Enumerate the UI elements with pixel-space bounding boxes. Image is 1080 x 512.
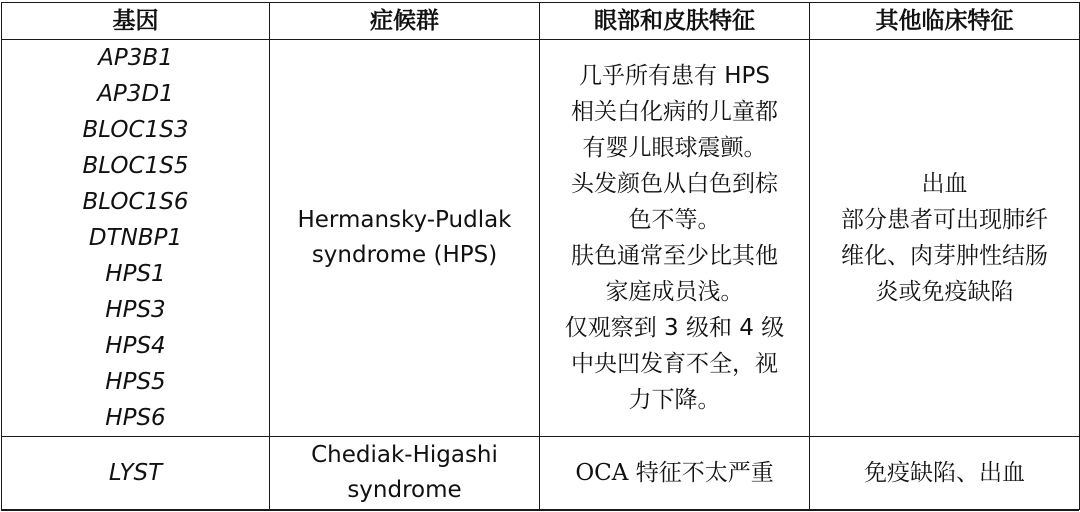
eye-skin-cell	[540, 40, 810, 437]
eye-skin-line: 几乎所有患有 HPS	[578, 63, 771, 89]
other-feature-line: 部分患者可出现肺纤	[841, 207, 1048, 233]
eye-skin-line: 头发颜色从白色到棕	[571, 171, 778, 197]
gene-name: BLOC1S5	[82, 153, 189, 179]
gene-name: HPS6	[105, 405, 166, 431]
gene-name: BLOC1S3	[82, 117, 189, 143]
gene-name: HPS5	[105, 369, 166, 395]
eye-skin-cell	[540, 437, 810, 510]
syndrome-line: syndrome	[347, 477, 462, 503]
other-feature-line: 免疫缺陷、出血	[864, 460, 1025, 486]
gene-cell	[2, 40, 270, 437]
eye-skin-line: 力下降。	[628, 387, 721, 413]
gene-name: BLOC1S6	[82, 189, 189, 215]
syndrome-line: Hermansky-Pudlak	[297, 207, 512, 233]
gene-name: AP3D1	[97, 81, 174, 107]
other-feature-line: 出血	[921, 171, 968, 197]
other-features-cell	[810, 437, 1080, 510]
gene-name: HPS1	[105, 261, 166, 287]
eye-skin-line: 中央凹发育不全，视	[571, 351, 778, 377]
gene-syndrome-table	[1, 2, 1080, 510]
eye-skin-line: 仅观察到 3 级和 4 级	[564, 315, 785, 341]
gene-cell	[2, 437, 270, 510]
header-eye-skin: 眼部和皮肤特征	[540, 3, 810, 40]
table-row	[2, 40, 1080, 437]
gene-name: DTNBP1	[88, 225, 183, 251]
header-syndrome: 症候群	[270, 3, 540, 40]
other-feature-line: 维化、肉芽肿性结肠	[841, 243, 1048, 269]
eye-skin-line: OCA 特征不太严重	[575, 460, 774, 486]
header-gene: 基因	[2, 3, 270, 40]
header-row	[2, 3, 1080, 40]
gene-name: HPS3	[105, 297, 166, 323]
eye-skin-line: 色不等。	[628, 207, 721, 233]
table-row	[2, 437, 1080, 510]
syndrome-line: Chediak-Higashi	[311, 442, 498, 468]
gene-name: HPS4	[105, 333, 166, 359]
gene-name: AP3B1	[98, 45, 173, 71]
other-features-cell	[810, 40, 1080, 437]
other-feature-line: 炎或免疫缺陷	[875, 279, 1014, 305]
syndrome-line: syndrome (HPS)	[311, 242, 498, 268]
eye-skin-line: 家庭成员浅。	[605, 279, 744, 305]
header-other: 其他临床特征	[810, 3, 1080, 40]
syndrome-cell	[270, 437, 540, 510]
eye-skin-line: 有婴儿眼球震颤。	[582, 135, 767, 161]
table-bottom-rule	[1, 510, 1079, 511]
eye-skin-line: 肤色通常至少比其他	[571, 243, 778, 269]
gene-name: LYST	[108, 460, 163, 486]
syndrome-cell	[270, 40, 540, 437]
eye-skin-line: 相关白化病的儿童都	[571, 99, 778, 125]
